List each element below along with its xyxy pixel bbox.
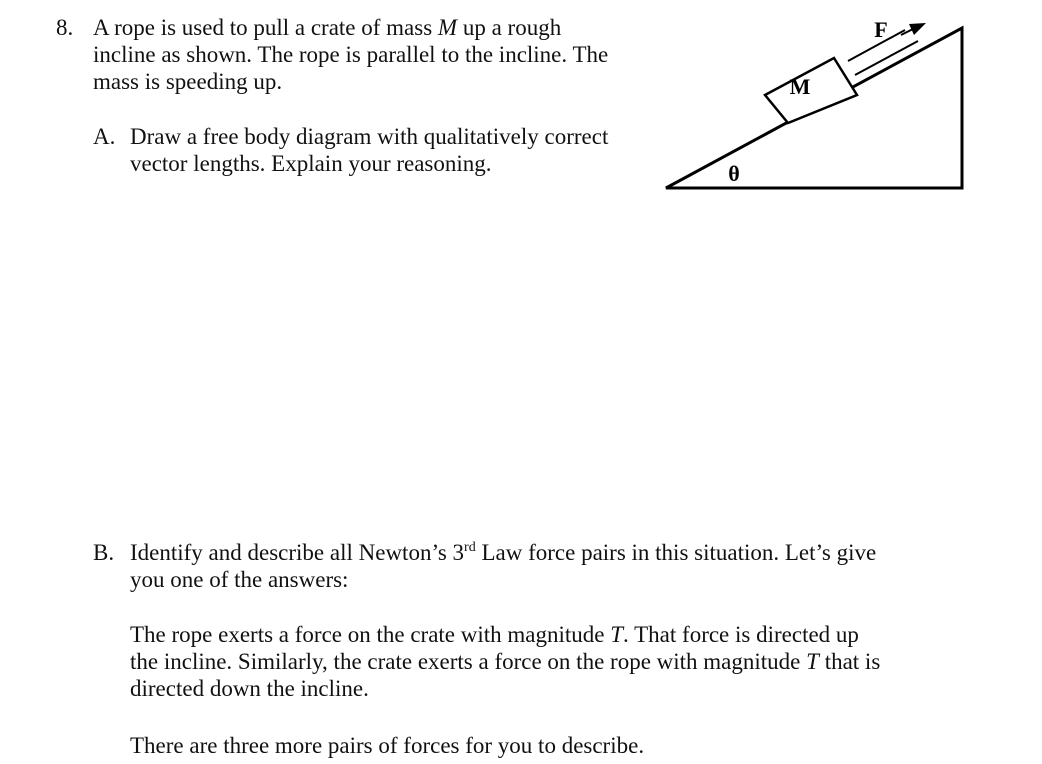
question-number: 8. [56, 15, 74, 40]
answer-line-1: The rope exerts a force on the crate with magnitude T. That force is directed up [130, 622, 859, 647]
example-answer [130, 621, 880, 702]
tension-variable: T [806, 649, 819, 674]
angle-label: θ [728, 161, 740, 186]
force-label: F [874, 17, 888, 42]
mass-variable: M [437, 15, 458, 40]
part-a-text [130, 123, 608, 177]
part-b-text [130, 539, 876, 593]
ordinal-suffix: rd [464, 540, 476, 555]
part-b-line-2: you one of the answers: [130, 567, 349, 592]
force-arrowhead [909, 23, 926, 35]
part-b-line-1: Identify and describe all Newton’s 3rd Law force pairs in this situation. Let’s give [130, 540, 877, 565]
answer-line-2: the incline. Similarly, the crate exerts a force on the rope with magnitude T that is [130, 649, 881, 674]
crate-mass-label: M [789, 74, 811, 99]
incline-diagram [660, 14, 970, 196]
question-stem [93, 14, 608, 95]
part-a-line-2: vector lengths. Explain your reasoning. [130, 151, 492, 176]
tension-variable: T [610, 622, 624, 647]
crate-box [765, 58, 857, 123]
question-line-2: incline as shown. The rope is parallel to the incline. The [93, 42, 609, 67]
question-line-1: A rope is used to pull a crate of mass M up a rough [93, 15, 562, 40]
closing-instruction: There are three more pairs of forces for you to describe. [130, 733, 645, 758]
answer-line-3: directed down the incline. [130, 676, 369, 701]
part-a-line-1: Draw a free body diagram with qualitatively correct [130, 124, 609, 149]
question-line-3: mass is speeding up. [93, 69, 283, 94]
part-a-label: A. [93, 124, 116, 149]
part-b-label: B. [93, 540, 115, 565]
